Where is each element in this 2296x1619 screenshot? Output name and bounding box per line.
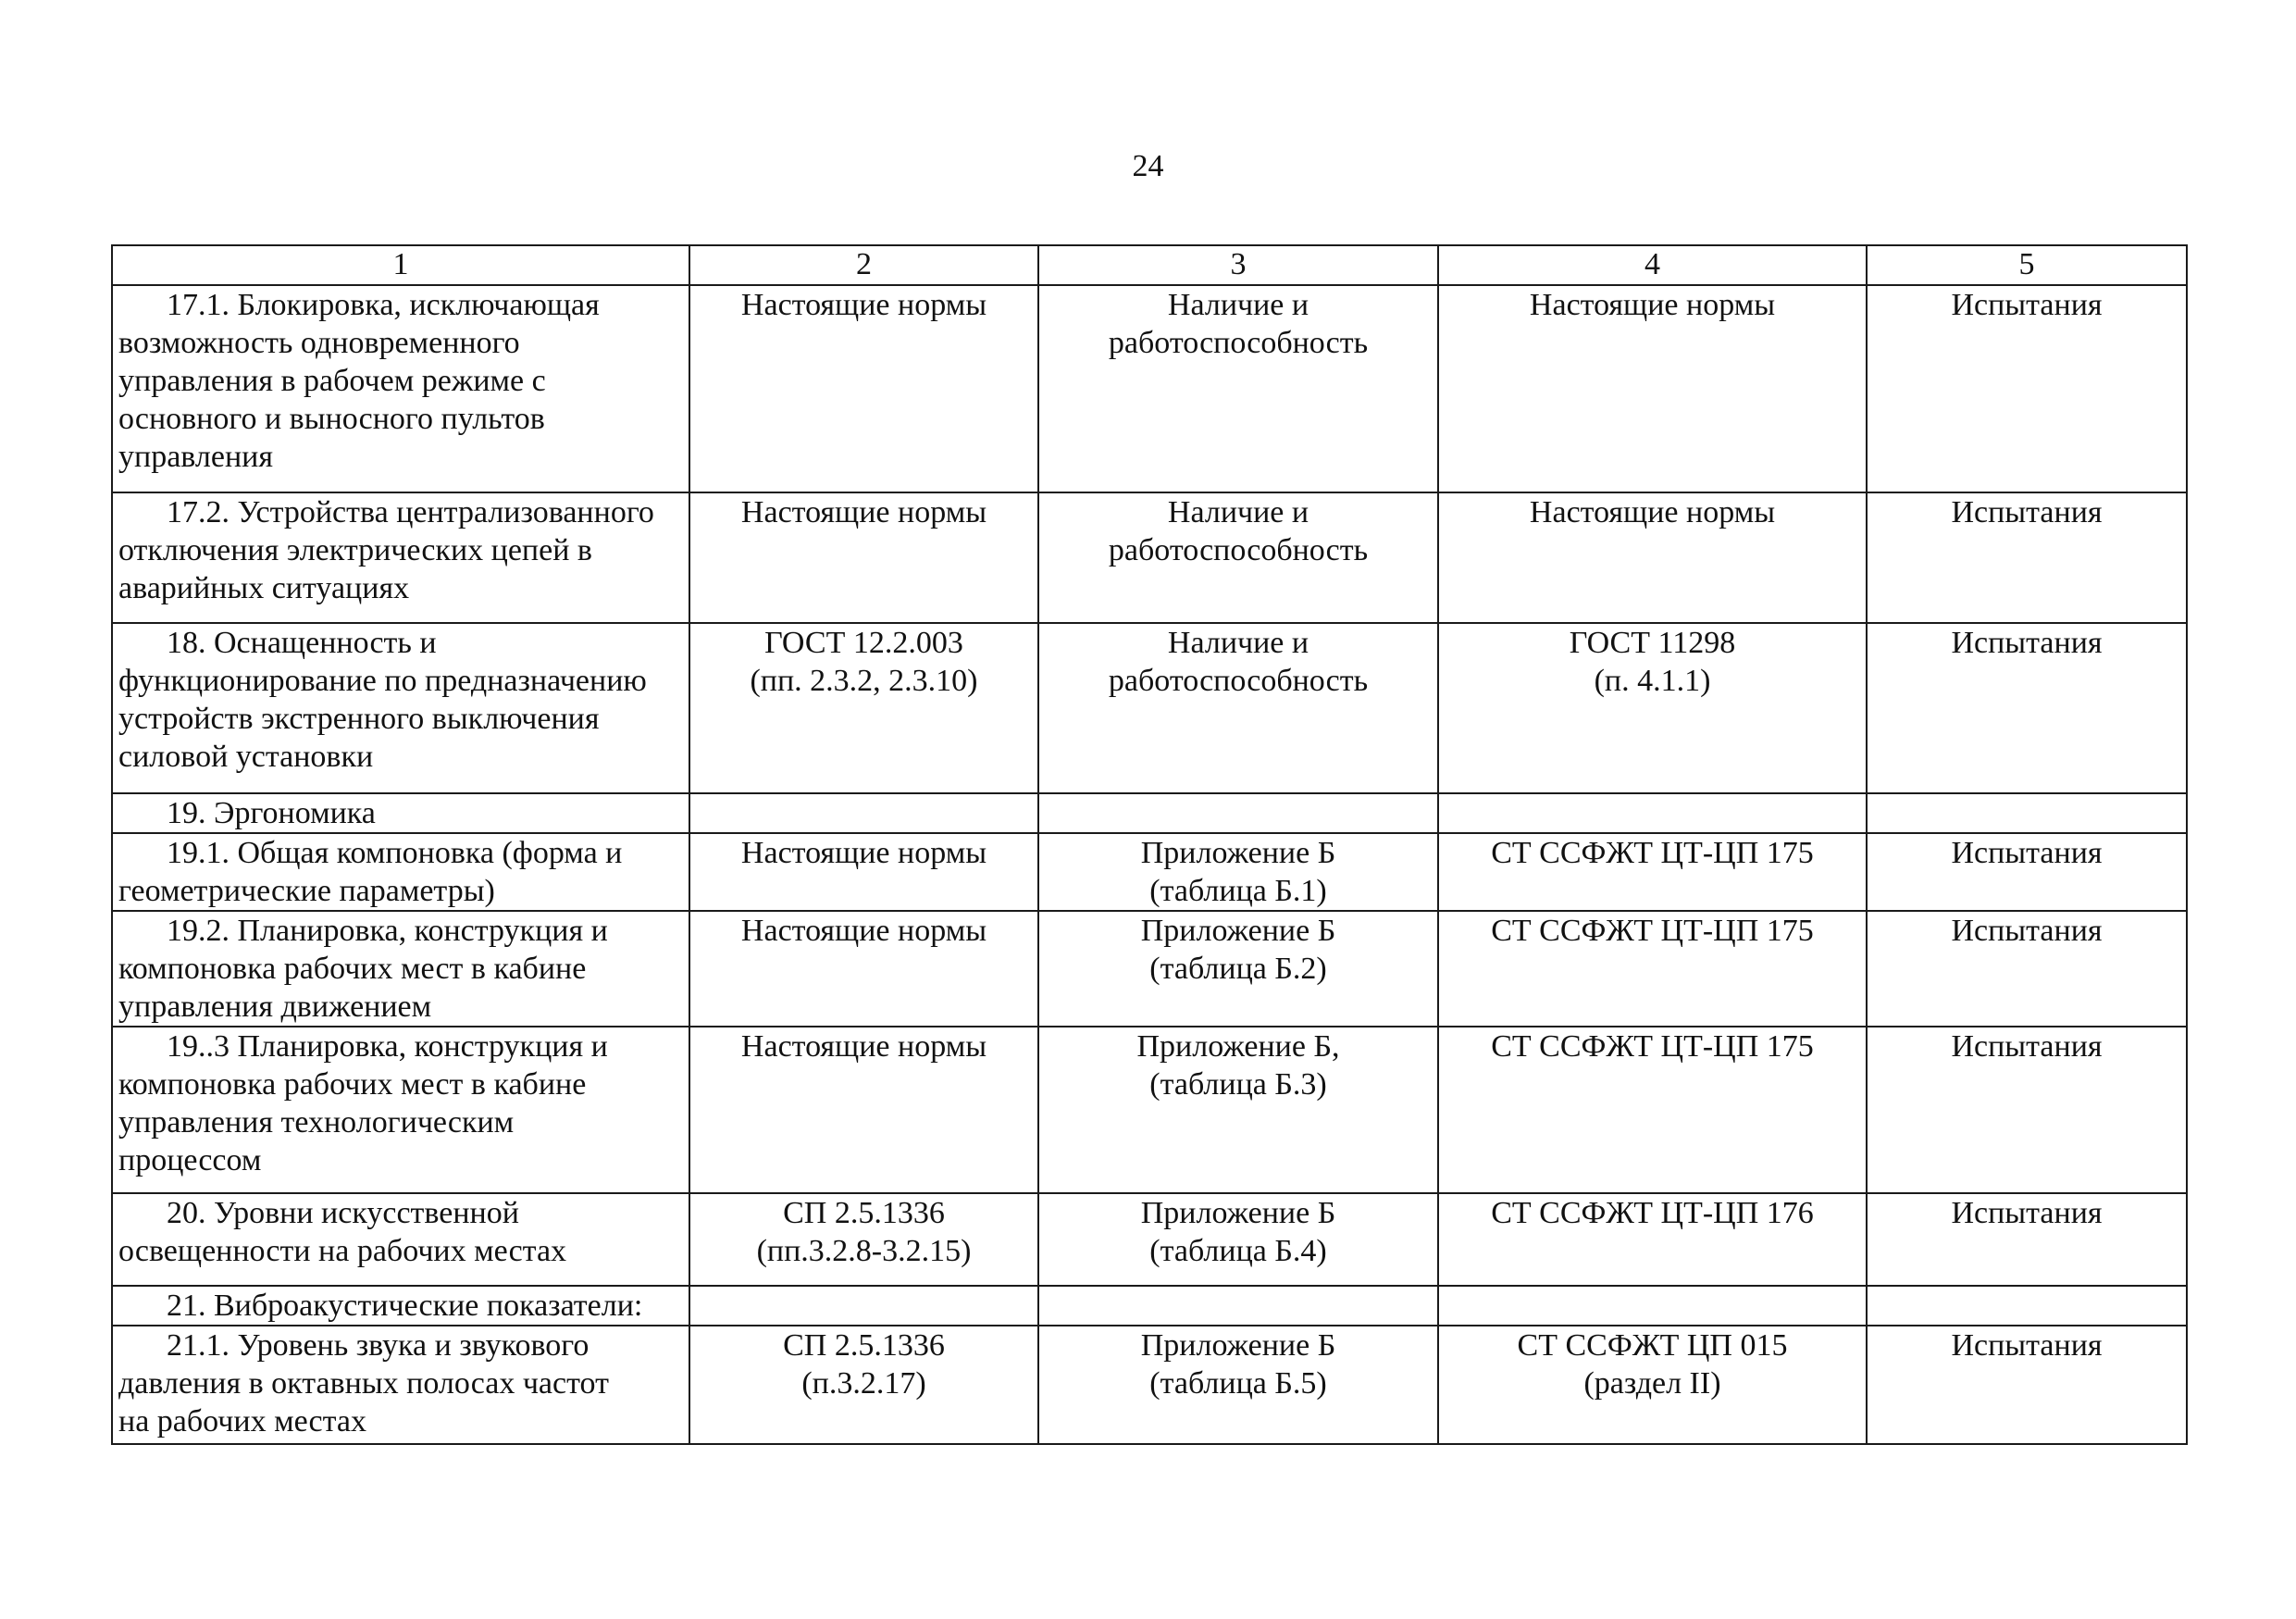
cell-text-line: 19..3 Планировка, конструкция и [167, 1029, 608, 1064]
cell-text-line: компоновка рабочих мест в кабине [118, 952, 587, 986]
checked-characteristic-cell [1038, 1027, 1438, 1193]
cell-text-line: освещенности на рабочих местах [118, 1234, 567, 1268]
cell-text-line: геометрические параметры) [118, 874, 495, 908]
column-number-4: 4 [1438, 245, 1867, 285]
checked-characteristic-cell [1038, 911, 1438, 1027]
cell-text-line: Наличие и [1167, 495, 1309, 529]
control-type-cell [1867, 285, 2187, 492]
cell-text-line: управления движением [118, 990, 432, 1024]
cell-text-line: работоспособность [1108, 664, 1369, 698]
table-row [112, 492, 2187, 623]
checked-characteristic-cell [1038, 285, 1438, 492]
table-row [112, 793, 2187, 833]
requirements-table [111, 244, 2188, 1445]
cell-text-line: (таблица Б.4) [1149, 1234, 1327, 1268]
cell-text-line: Приложение Б [1140, 914, 1336, 948]
cell-text-line: силовой установки [118, 740, 374, 774]
checked-characteristic-cell [1038, 1326, 1438, 1444]
cell-text-line: Испытания [1951, 288, 2103, 322]
cell-text-line: Приложение Б [1140, 1328, 1336, 1363]
table-row [112, 911, 2187, 1027]
method-document-cell [1438, 833, 1867, 911]
cell-text-line: компоновка рабочих мест в кабине [118, 1067, 587, 1102]
cell-text-line: СП 2.5.1336 [783, 1328, 945, 1363]
cell-text-line: СП 2.5.1336 [783, 1196, 945, 1230]
cell-text-line: работоспособность [1108, 326, 1369, 360]
method-document-cell [1438, 1027, 1867, 1193]
requirement-document-cell [689, 285, 1038, 492]
column-number-2: 2 [689, 245, 1038, 285]
requirement-document-cell [689, 1193, 1038, 1286]
parameter-cell [112, 793, 689, 833]
cell-text-line: процессом [118, 1143, 262, 1177]
cell-text-line: (таблица Б.3) [1149, 1067, 1327, 1102]
cell-text-line: Испытания [1951, 1328, 2103, 1363]
cell-text-line: аварийных ситуациях [118, 571, 410, 605]
parameter-cell [112, 1027, 689, 1193]
table-row [112, 623, 2187, 793]
parameter-cell [112, 911, 689, 1027]
cell-text-line: Испытания [1951, 626, 2103, 660]
cell-text-line: Приложение Б, [1136, 1029, 1340, 1064]
cell-text-line: СТ ССФЖТ ЦТ-ЦП 175 [1491, 914, 1814, 948]
requirement-document-cell [689, 793, 1038, 833]
cell-text-line: отключения электрических цепей в [118, 533, 592, 567]
cell-text-line: 20. Уровни искусственной [167, 1196, 519, 1230]
requirement-document-cell [689, 492, 1038, 623]
cell-text-line: 17.1. Блокировка, исключающая [167, 288, 600, 322]
checked-characteristic-cell [1038, 1193, 1438, 1286]
cell-text-line: Наличие и [1167, 288, 1309, 322]
requirement-document-cell [689, 623, 1038, 793]
cell-text-line: Наличие и [1167, 626, 1309, 660]
table-row [112, 1326, 2187, 1444]
requirement-document-cell [689, 833, 1038, 911]
table-row [112, 833, 2187, 911]
method-document-cell [1438, 1326, 1867, 1444]
page-number: 24 [1132, 149, 1164, 183]
cell-text-line: (п.3.2.17) [801, 1366, 926, 1401]
table-row [112, 1193, 2187, 1286]
cell-text-line: 19.2. Планировка, конструкция и [167, 914, 608, 948]
checked-characteristic-cell [1038, 793, 1438, 833]
cell-text-line: Испытания [1951, 914, 2103, 948]
cell-text-line: 19.1. Общая компоновка (форма и [167, 836, 623, 870]
cell-text-line: СТ ССФЖТ ЦТ-ЦП 175 [1491, 1029, 1814, 1064]
control-type-cell [1867, 1286, 2187, 1326]
cell-text-line: (п. 4.1.1) [1594, 664, 1711, 698]
cell-text-line: 19. Эргономика [167, 796, 376, 830]
cell-text-line: 17.2. Устройства централизованного [167, 495, 654, 529]
method-document-cell [1438, 1286, 1867, 1326]
cell-text-line: возможность одновременного [118, 326, 520, 360]
column-number-3: 3 [1038, 245, 1438, 285]
parameter-cell [112, 1326, 689, 1444]
control-type-cell [1867, 911, 2187, 1027]
cell-text-line: СТ ССФЖТ ЦП 015 [1517, 1328, 1788, 1363]
cell-text-line: 18. Оснащенность и [167, 626, 437, 660]
method-document-cell [1438, 623, 1867, 793]
cell-text-line: Приложение Б [1140, 836, 1336, 870]
cell-text-line: Испытания [1951, 836, 2103, 870]
cell-text-line: (пп.3.2.8-3.2.15) [756, 1234, 972, 1268]
table-row [112, 1286, 2187, 1326]
cell-text-line: основного и выносного пультов [118, 402, 545, 436]
control-type-cell [1867, 623, 2187, 793]
parameter-cell [112, 285, 689, 492]
cell-text-line: Приложение Б [1140, 1196, 1336, 1230]
table-header-row [112, 245, 2187, 285]
table-row [112, 285, 2187, 492]
cell-text-line: СТ ССФЖТ ЦТ-ЦП 176 [1491, 1196, 1814, 1230]
cell-text-line: на рабочих местах [118, 1404, 366, 1438]
cell-text-line: 21.1. Уровень звука и звукового [167, 1328, 590, 1363]
cell-text-line: (таблица Б.5) [1149, 1366, 1327, 1401]
table-row [112, 1027, 2187, 1193]
parameter-cell [112, 492, 689, 623]
cell-text-line: Настоящие нормы [1529, 288, 1776, 322]
method-document-cell [1438, 793, 1867, 833]
checked-characteristic-cell [1038, 1286, 1438, 1326]
control-type-cell [1867, 833, 2187, 911]
cell-text-line: (таблица Б.1) [1149, 874, 1327, 908]
checked-characteristic-cell [1038, 833, 1438, 911]
control-type-cell [1867, 1326, 2187, 1444]
cell-text-line: управления [118, 440, 273, 474]
cell-text-line: управления в рабочем режиме с [118, 364, 546, 398]
requirement-document-cell [689, 1326, 1038, 1444]
cell-text-line: Настоящие нормы [740, 836, 987, 870]
column-number-5: 5 [1867, 245, 2187, 285]
cell-text-line: Испытания [1951, 1196, 2103, 1230]
method-document-cell [1438, 911, 1867, 1027]
cell-text-line: Испытания [1951, 1029, 2103, 1064]
cell-text-line: 21. Виброакустические показатели: [167, 1289, 643, 1323]
cell-text-line: Настоящие нормы [740, 495, 987, 529]
parameter-cell [112, 1193, 689, 1286]
method-document-cell [1438, 1193, 1867, 1286]
cell-text-line: Испытания [1951, 495, 2103, 529]
requirement-document-cell [689, 1286, 1038, 1326]
control-type-cell [1867, 1193, 2187, 1286]
control-type-cell [1867, 793, 2187, 833]
parameter-cell [112, 623, 689, 793]
parameter-cell [112, 1286, 689, 1326]
cell-text-line: Настоящие нормы [1529, 495, 1776, 529]
control-type-cell [1867, 1027, 2187, 1193]
requirement-document-cell [689, 1027, 1038, 1193]
control-type-cell [1867, 492, 2187, 623]
requirement-document-cell [689, 911, 1038, 1027]
cell-text-line: Настоящие нормы [740, 1029, 987, 1064]
checked-characteristic-cell [1038, 623, 1438, 793]
method-document-cell [1438, 285, 1867, 492]
cell-text-line: функционирование по предназначению [118, 664, 647, 698]
cell-text-line: ГОСТ 12.2.003 [764, 626, 963, 660]
cell-text-line: (раздел II) [1583, 1366, 1721, 1401]
cell-text-line: СТ ССФЖТ ЦТ-ЦП 175 [1491, 836, 1814, 870]
cell-text-line: Настоящие нормы [740, 288, 987, 322]
cell-text-line: (таблица Б.2) [1149, 952, 1327, 986]
method-document-cell [1438, 492, 1867, 623]
column-number-1: 1 [112, 245, 689, 285]
cell-text-line: устройств экстренного выключения [118, 702, 600, 736]
cell-text-line: (пп. 2.3.2, 2.3.10) [750, 664, 978, 698]
cell-text-line: управления технологическим [118, 1105, 515, 1140]
cell-text-line: работоспособность [1108, 533, 1369, 567]
checked-characteristic-cell [1038, 492, 1438, 623]
cell-text-line: ГОСТ 11298 [1569, 626, 1736, 660]
cell-text-line: давления в октавных полосах частот [118, 1366, 609, 1401]
parameter-cell [112, 833, 689, 911]
cell-text-line: Настоящие нормы [740, 914, 987, 948]
